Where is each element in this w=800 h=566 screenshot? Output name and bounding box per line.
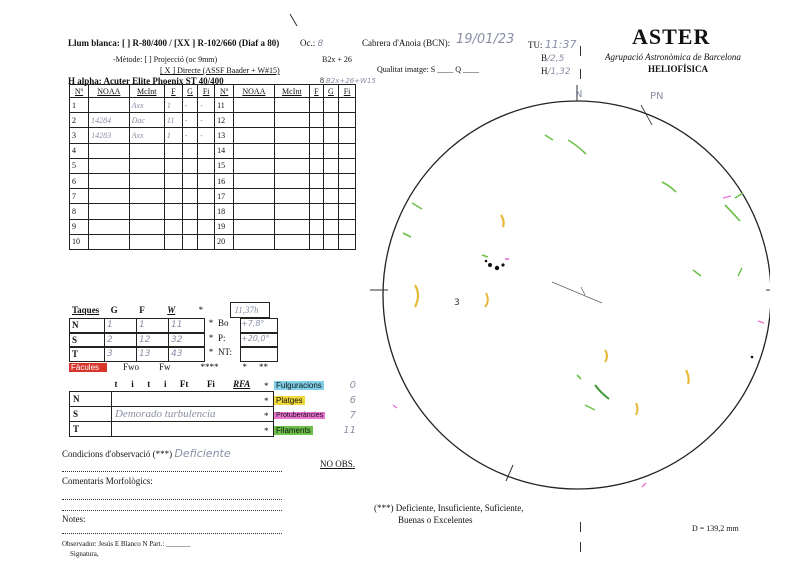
- group-cell-f: [164, 234, 182, 249]
- plage: [636, 403, 638, 415]
- group-3-label: 3: [454, 298, 460, 308]
- groups-table: [69, 84, 356, 250]
- filament: [568, 140, 586, 154]
- spots-c-value: 11,37h: [231, 303, 270, 318]
- facules-col: t: [114, 379, 118, 389]
- group-cell-fi: [198, 158, 215, 173]
- group-cell-g: [182, 204, 198, 219]
- facules-col: i: [131, 379, 134, 389]
- legend-value: 11: [343, 425, 356, 436]
- b-label: B: [541, 53, 548, 63]
- spot-param-value: +7,8°: [240, 318, 278, 333]
- group-cell-mcint: [129, 158, 164, 173]
- group-cell-n2: 14: [215, 143, 234, 158]
- filament: [662, 182, 676, 192]
- sunspot: [488, 263, 492, 267]
- group-cell-mcint: [129, 173, 164, 188]
- spots-rows: [69, 318, 278, 362]
- spot-star: *: [208, 332, 214, 343]
- col-header: F: [164, 85, 182, 98]
- brand-title: ASTER: [632, 24, 711, 49]
- legend-value: 0: [349, 380, 356, 391]
- group-cell-n2: 12: [215, 113, 234, 128]
- filament: [585, 405, 595, 410]
- group-cell-f: [164, 173, 182, 188]
- spot-f: 1: [136, 318, 169, 333]
- north-label: N: [575, 89, 583, 100]
- spots-header-row: [69, 303, 270, 318]
- group-cell-noaa: [89, 189, 129, 204]
- facules-label: Fàcules: [69, 363, 107, 372]
- spots-header-star: *: [198, 305, 204, 315]
- diameter-label: D = 139,2 mm: [692, 524, 739, 533]
- group-cell-mcint: [129, 143, 164, 158]
- center-line: [552, 282, 602, 303]
- spot-key: NT:: [218, 347, 233, 357]
- spot-g: 3: [104, 347, 137, 362]
- facules-row-label: N: [70, 392, 112, 407]
- group-cell-n: 7: [70, 189, 89, 204]
- facules-col: Fi: [206, 379, 215, 389]
- spots-table: [69, 302, 270, 318]
- group-cell-fi: -: [198, 113, 215, 128]
- notes-label: Notes:: [62, 514, 86, 524]
- group-cell-n2: 18: [215, 204, 234, 219]
- spots-header-taques: Taques: [72, 305, 100, 315]
- spot-row-label: T: [69, 347, 105, 362]
- facules-row-label: T: [70, 422, 112, 437]
- legend-label: Fulguracions: [276, 381, 322, 390]
- sunspot: [485, 260, 488, 263]
- oc-field: [300, 38, 323, 49]
- comentaris-label: Comentaris Morfològics:: [62, 476, 153, 486]
- group-row: [70, 219, 356, 234]
- facules-col: Ft: [179, 379, 189, 389]
- prominence: [758, 321, 764, 323]
- plage: [686, 370, 689, 384]
- method-line: -Mètode: [ ] Projecció (oc 9mm): [113, 55, 218, 64]
- col-header: Nº: [215, 85, 234, 98]
- legend-item: * Platges 6: [264, 395, 356, 406]
- col-header: Fi: [198, 85, 215, 98]
- h-label: H: [541, 66, 548, 76]
- group-cell-fi: -: [198, 128, 215, 143]
- group-cell-n: 4: [70, 143, 89, 158]
- filament: [735, 193, 743, 198]
- filament: [725, 205, 740, 221]
- spot-w: 43: [168, 347, 205, 362]
- group-cell-n: 2: [70, 113, 89, 128]
- group-cell-n2: 16: [215, 173, 234, 188]
- group-cell-mcint: Dac: [129, 113, 164, 128]
- plage: [485, 293, 488, 307]
- facules-col: i: [163, 379, 167, 389]
- group-cell-f: [164, 158, 182, 173]
- facules-row-label: S: [70, 407, 112, 422]
- group-cell-g: [182, 189, 198, 204]
- group-cell-f: 1: [164, 98, 182, 113]
- group-cell-n: 9: [70, 219, 89, 234]
- group-cell-g: [182, 143, 198, 158]
- scale-line-2: Buenas o Excelentes: [398, 515, 473, 525]
- b2x-label: B2x + 26: [322, 55, 352, 64]
- group-row: [70, 128, 356, 143]
- spots-header-f: F: [139, 305, 145, 315]
- group-cell-g: -: [182, 128, 198, 143]
- group-cell-n: 10: [70, 234, 89, 249]
- spot-g: 2: [104, 333, 137, 348]
- group-cell-n: 6: [70, 173, 89, 188]
- col-header: NOAA: [234, 85, 274, 98]
- legend-value: 6: [349, 395, 356, 406]
- group-cell-g: [182, 234, 198, 249]
- facules-row-t: [70, 422, 274, 437]
- observador-line: Observador: Jesús E Blanco N Part.: _______: [62, 540, 191, 548]
- stars4: ****: [200, 362, 219, 372]
- group-cell-g: [182, 158, 198, 173]
- eight-hw: B2x+26+W15: [326, 77, 376, 85]
- col-header: NOAA: [89, 85, 129, 98]
- filament: [693, 270, 701, 276]
- facules-block: [69, 362, 268, 372]
- group-cell-noaa: 14283: [89, 128, 129, 143]
- condicions-line: [62, 447, 282, 460]
- group-cell-fi: -: [198, 98, 215, 113]
- group-cell-n2: 20: [215, 234, 234, 249]
- activity-legend: [264, 378, 356, 438]
- legend-item: * Filaments 11: [264, 425, 356, 436]
- spot-row: [69, 347, 278, 362]
- spots-header-w: W: [167, 305, 176, 315]
- prominence: [393, 405, 397, 408]
- spot-row: [69, 318, 278, 333]
- group-cell-noaa: [89, 234, 129, 249]
- halpha-text: H alpha: Acuter Elite Phoenix ST 40/400: [68, 76, 224, 86]
- group-cell-n2: 19: [215, 219, 234, 234]
- spot-key: P:: [218, 332, 226, 343]
- b-field: [541, 53, 564, 64]
- quality-line: Qualitat imatge: S ____ Q ____: [377, 65, 479, 74]
- group-row: [70, 98, 356, 113]
- location: Cabrera d'Anoia (BCN):: [362, 38, 451, 48]
- spot-w: 11: [168, 318, 205, 333]
- group-row: [70, 204, 356, 219]
- group-cell-fi: [198, 219, 215, 234]
- group-cell-noaa: [89, 98, 129, 113]
- legend-value: 7: [349, 410, 356, 421]
- filament: [577, 375, 581, 379]
- legend-label: Filaments: [276, 426, 311, 435]
- spot-param-value: [240, 347, 278, 362]
- group-cell-n2: 15: [215, 158, 234, 173]
- spot-f: 12: [136, 333, 169, 348]
- col-header: G: [323, 85, 339, 98]
- solar-disk: [383, 101, 770, 489]
- group-cell-fi: [198, 204, 215, 219]
- disk-tick-bottom: [506, 465, 513, 481]
- group-cell-noaa: [89, 173, 129, 188]
- spot-row-label: N: [69, 318, 105, 333]
- facules-row-n: [70, 392, 274, 407]
- group-cell-mcint: [129, 189, 164, 204]
- group-cell-g: -: [182, 98, 198, 113]
- facules-header-row: [70, 377, 274, 392]
- group-cell-fi: [198, 143, 215, 158]
- group-row: [70, 189, 356, 204]
- group-row: [70, 173, 356, 188]
- filament: [595, 385, 609, 399]
- group-cell-noaa: [89, 204, 129, 219]
- spot-star: *: [208, 347, 214, 357]
- col-header: Nº: [70, 85, 89, 98]
- group-cell-f: [164, 143, 182, 158]
- col-header: McInt: [274, 85, 309, 98]
- llum-blanca-line: [68, 38, 279, 48]
- group-row: [70, 143, 356, 158]
- h-field: [541, 66, 571, 77]
- b-value: /2,5: [547, 54, 565, 64]
- group-cell-n2: 17: [215, 189, 234, 204]
- facules-col: t: [147, 379, 151, 389]
- group-cell-mcint: [129, 204, 164, 219]
- filament: [482, 255, 488, 257]
- oc-value: 8: [317, 39, 324, 49]
- group-cell-g: -: [182, 113, 198, 128]
- legend-item: * Fulguracions 0: [264, 380, 356, 391]
- spot-f: 13: [136, 347, 169, 362]
- facules-table: [69, 377, 274, 437]
- col-header: G: [182, 85, 198, 98]
- plage: [605, 350, 607, 362]
- condicions-value: Deficiente: [174, 447, 231, 460]
- no-obs-label: NO OBS.: [320, 459, 356, 469]
- tu-field: [528, 38, 576, 51]
- filament: [545, 135, 553, 140]
- directe-line: [ X ] Directe (ASSF Baader + W#15): [160, 66, 280, 75]
- plage: [415, 285, 418, 307]
- filament: [403, 233, 411, 237]
- solar-disk-drawing: [370, 85, 770, 505]
- spot-row: [69, 333, 278, 348]
- facules-col: RFA: [233, 379, 251, 389]
- group-cell-noaa: [89, 143, 129, 158]
- plage: [501, 215, 504, 227]
- group-cell-fi: [198, 234, 215, 249]
- group-cell-f: 11: [164, 113, 182, 128]
- col-header: Fi: [339, 85, 356, 98]
- group-cell-n2: 13: [215, 128, 234, 143]
- spot-param-value: +20,0°: [240, 333, 278, 348]
- tu-label: TU:: [528, 40, 543, 50]
- group-cell-n: 8: [70, 204, 89, 219]
- spot-key: Bo: [218, 318, 229, 328]
- legend-label: Protuberàncies: [276, 412, 324, 419]
- spots-header-g: G: [110, 305, 118, 315]
- stars2: **: [259, 362, 269, 372]
- group-row: [70, 234, 356, 249]
- group-row: [70, 113, 356, 128]
- col-header: F: [310, 85, 324, 98]
- brand-subtitle: Agrupació Astronòmica de Barcelona: [605, 52, 741, 62]
- filament: [738, 268, 742, 276]
- group-row: [70, 158, 356, 173]
- legend-label: Platges: [276, 396, 303, 405]
- prominence: [723, 196, 731, 198]
- spot-w: 32: [168, 333, 205, 348]
- groups-header-row: [70, 85, 356, 98]
- legend-item: * Protuberàncies 7: [264, 410, 356, 421]
- oc-label: Oc.:: [300, 38, 316, 48]
- star-sep: *: [242, 362, 248, 372]
- facules-row-s: [70, 407, 274, 422]
- date-handwritten: 19/01/23: [456, 32, 515, 47]
- group-cell-n2: 11: [215, 98, 234, 113]
- group-cell-mcint: [129, 234, 164, 249]
- facules-s-handwritten: Demorado turbulencia: [112, 407, 274, 422]
- sunspot: [495, 266, 499, 270]
- fwo-label: Fwo: [123, 362, 140, 372]
- sunspot: [501, 263, 504, 266]
- group-cell-g: [182, 219, 198, 234]
- group-cell-f: 1: [164, 128, 182, 143]
- group-cell-mcint: Axx: [129, 98, 164, 113]
- filament: [412, 203, 422, 209]
- group-cell-fi: [198, 173, 215, 188]
- group-cell-n: 1: [70, 98, 89, 113]
- h-value: /1,32: [547, 67, 571, 77]
- scale-line-1: (***) Deficiente, Insuficiente, Suficiente,: [374, 503, 524, 513]
- spot-star: *: [208, 318, 214, 328]
- group-cell-f: [164, 204, 182, 219]
- condicions-label: Condicions d'observació (***): [62, 449, 173, 459]
- fw-label: Fw: [159, 362, 171, 372]
- group-cell-noaa: [89, 158, 129, 173]
- llum-blanca-text: Llum blanca: [ ] R-80/400 / [XX ] R-102/660 (Diaf a 80): [68, 38, 280, 48]
- signatura-label: Signatura,: [70, 550, 99, 558]
- group-cell-mcint: Axx: [129, 128, 164, 143]
- group-cell-noaa: [89, 219, 129, 234]
- spot-row-label: S: [69, 333, 105, 348]
- group-cell-mcint: [129, 219, 164, 234]
- sunspot: [751, 356, 754, 359]
- brand-section: HELIOFÍSICA: [648, 64, 709, 74]
- prominence: [642, 483, 646, 487]
- group-cell-noaa: 14284: [89, 113, 129, 128]
- group-cell-g: [182, 173, 198, 188]
- group-cell-n: 3: [70, 128, 89, 143]
- group-cell-n: 5: [70, 158, 89, 173]
- pn-label: PN: [650, 91, 664, 102]
- group-cell-f: [164, 189, 182, 204]
- col-header: McInt: [129, 85, 164, 98]
- spot-g: 1: [104, 318, 137, 333]
- eight-label: 8: [320, 76, 324, 85]
- group-cell-fi: [198, 189, 215, 204]
- group-cell-f: [164, 219, 182, 234]
- tu-value: 11:37: [544, 38, 577, 51]
